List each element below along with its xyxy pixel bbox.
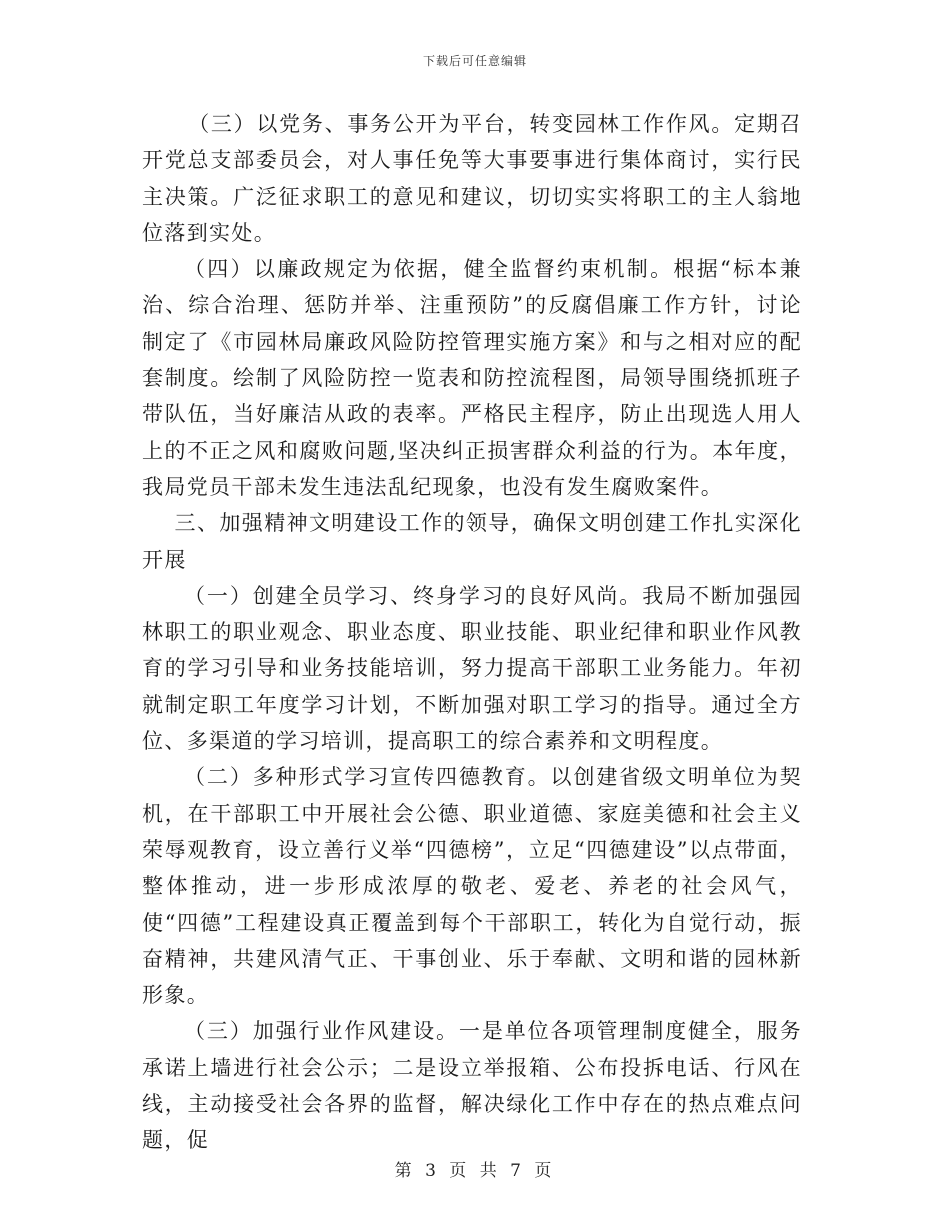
paragraph-four-virtues-education: （二）多种形式学习宣传四德教育。以创建省级文明单位为契机，在干部职工中开展社会公德、职业道德、家庭美德和社会主义荣辱观教育，设立善行义举“四德榜”，立足“四德建设”以点带面，整体推动，进一步形成浓厚的敬老、爱老、养老的社会风气，使“四德”工程建设真正覆盖到每个干部职工，转化为自觉行动，振奋精神，共建风清气正、干事创业、乐于奉献、文明和谐的园林新形象。 (142, 765, 802, 1008)
paragraph-lifelong-learning: （一）创建全员学习、终身学习的良好风尚。我局不断加强园林职工的职业观念、职业态度、职业技能、职业纪律和职业作风教育的学习引导和业务技能培训，努力提高干部职工业务能力。年初就制定职工年度学习计划，不断加强对职工学习的指导。通过全方位、多渠道的学习培训，提高职工的综合素养和文明程度。 (142, 583, 802, 754)
page-number-footer: 第 3 页 共 7 页 (394, 1161, 556, 1181)
section-heading-spiritual-civilization: 三、加强精神文明建设工作的领导，确保文明创建工作扎实深化开展 (142, 511, 802, 572)
paragraph-party-affairs-openness: （三）以党务、事务公开为平台，转变园林工作作风。定期召开党总支部委员会，对人事任免等大事要事进行集体商讨，实行民主决策。广泛征求职工的意见和建议，切切实实将职工的主人翁地位落到实处。 (142, 112, 802, 245)
page-header-note: 下载后可任意编辑 (422, 54, 527, 68)
paragraph-industry-style-building: （三）加强行业作风建设。一是单位各项管理制度健全，服务承诺上墙进行社会公示；二是设立举报箱、公布投拆电话、行风在线，主动接受社会各界的监督，解决绿化工作中存在的热点难点问题，促 (142, 1019, 802, 1153)
document-body (142, 106, 802, 1159)
paragraph-anti-corruption-supervision: （四）以廉政规定为依据，健全监督约束机制。根据“标本兼治、综合治理、惩防并举、注重预防”的反腐倡廉工作方针，讨论制定了《市园林局廉政风险防控管理实施方案》和与之相对应的配套制度。绘制了风险防控一览表和防控流程图，局领导围绕抓班子带队伍，当好廉洁从政的表率。严格民主程序，防止出现选人用人上的不正之风和腐败问题,坚决纠正损害群众利益的行为。本年度，我局党员干部未发生违法乱纪现象，也没有发生腐败案件。 (142, 257, 802, 499)
